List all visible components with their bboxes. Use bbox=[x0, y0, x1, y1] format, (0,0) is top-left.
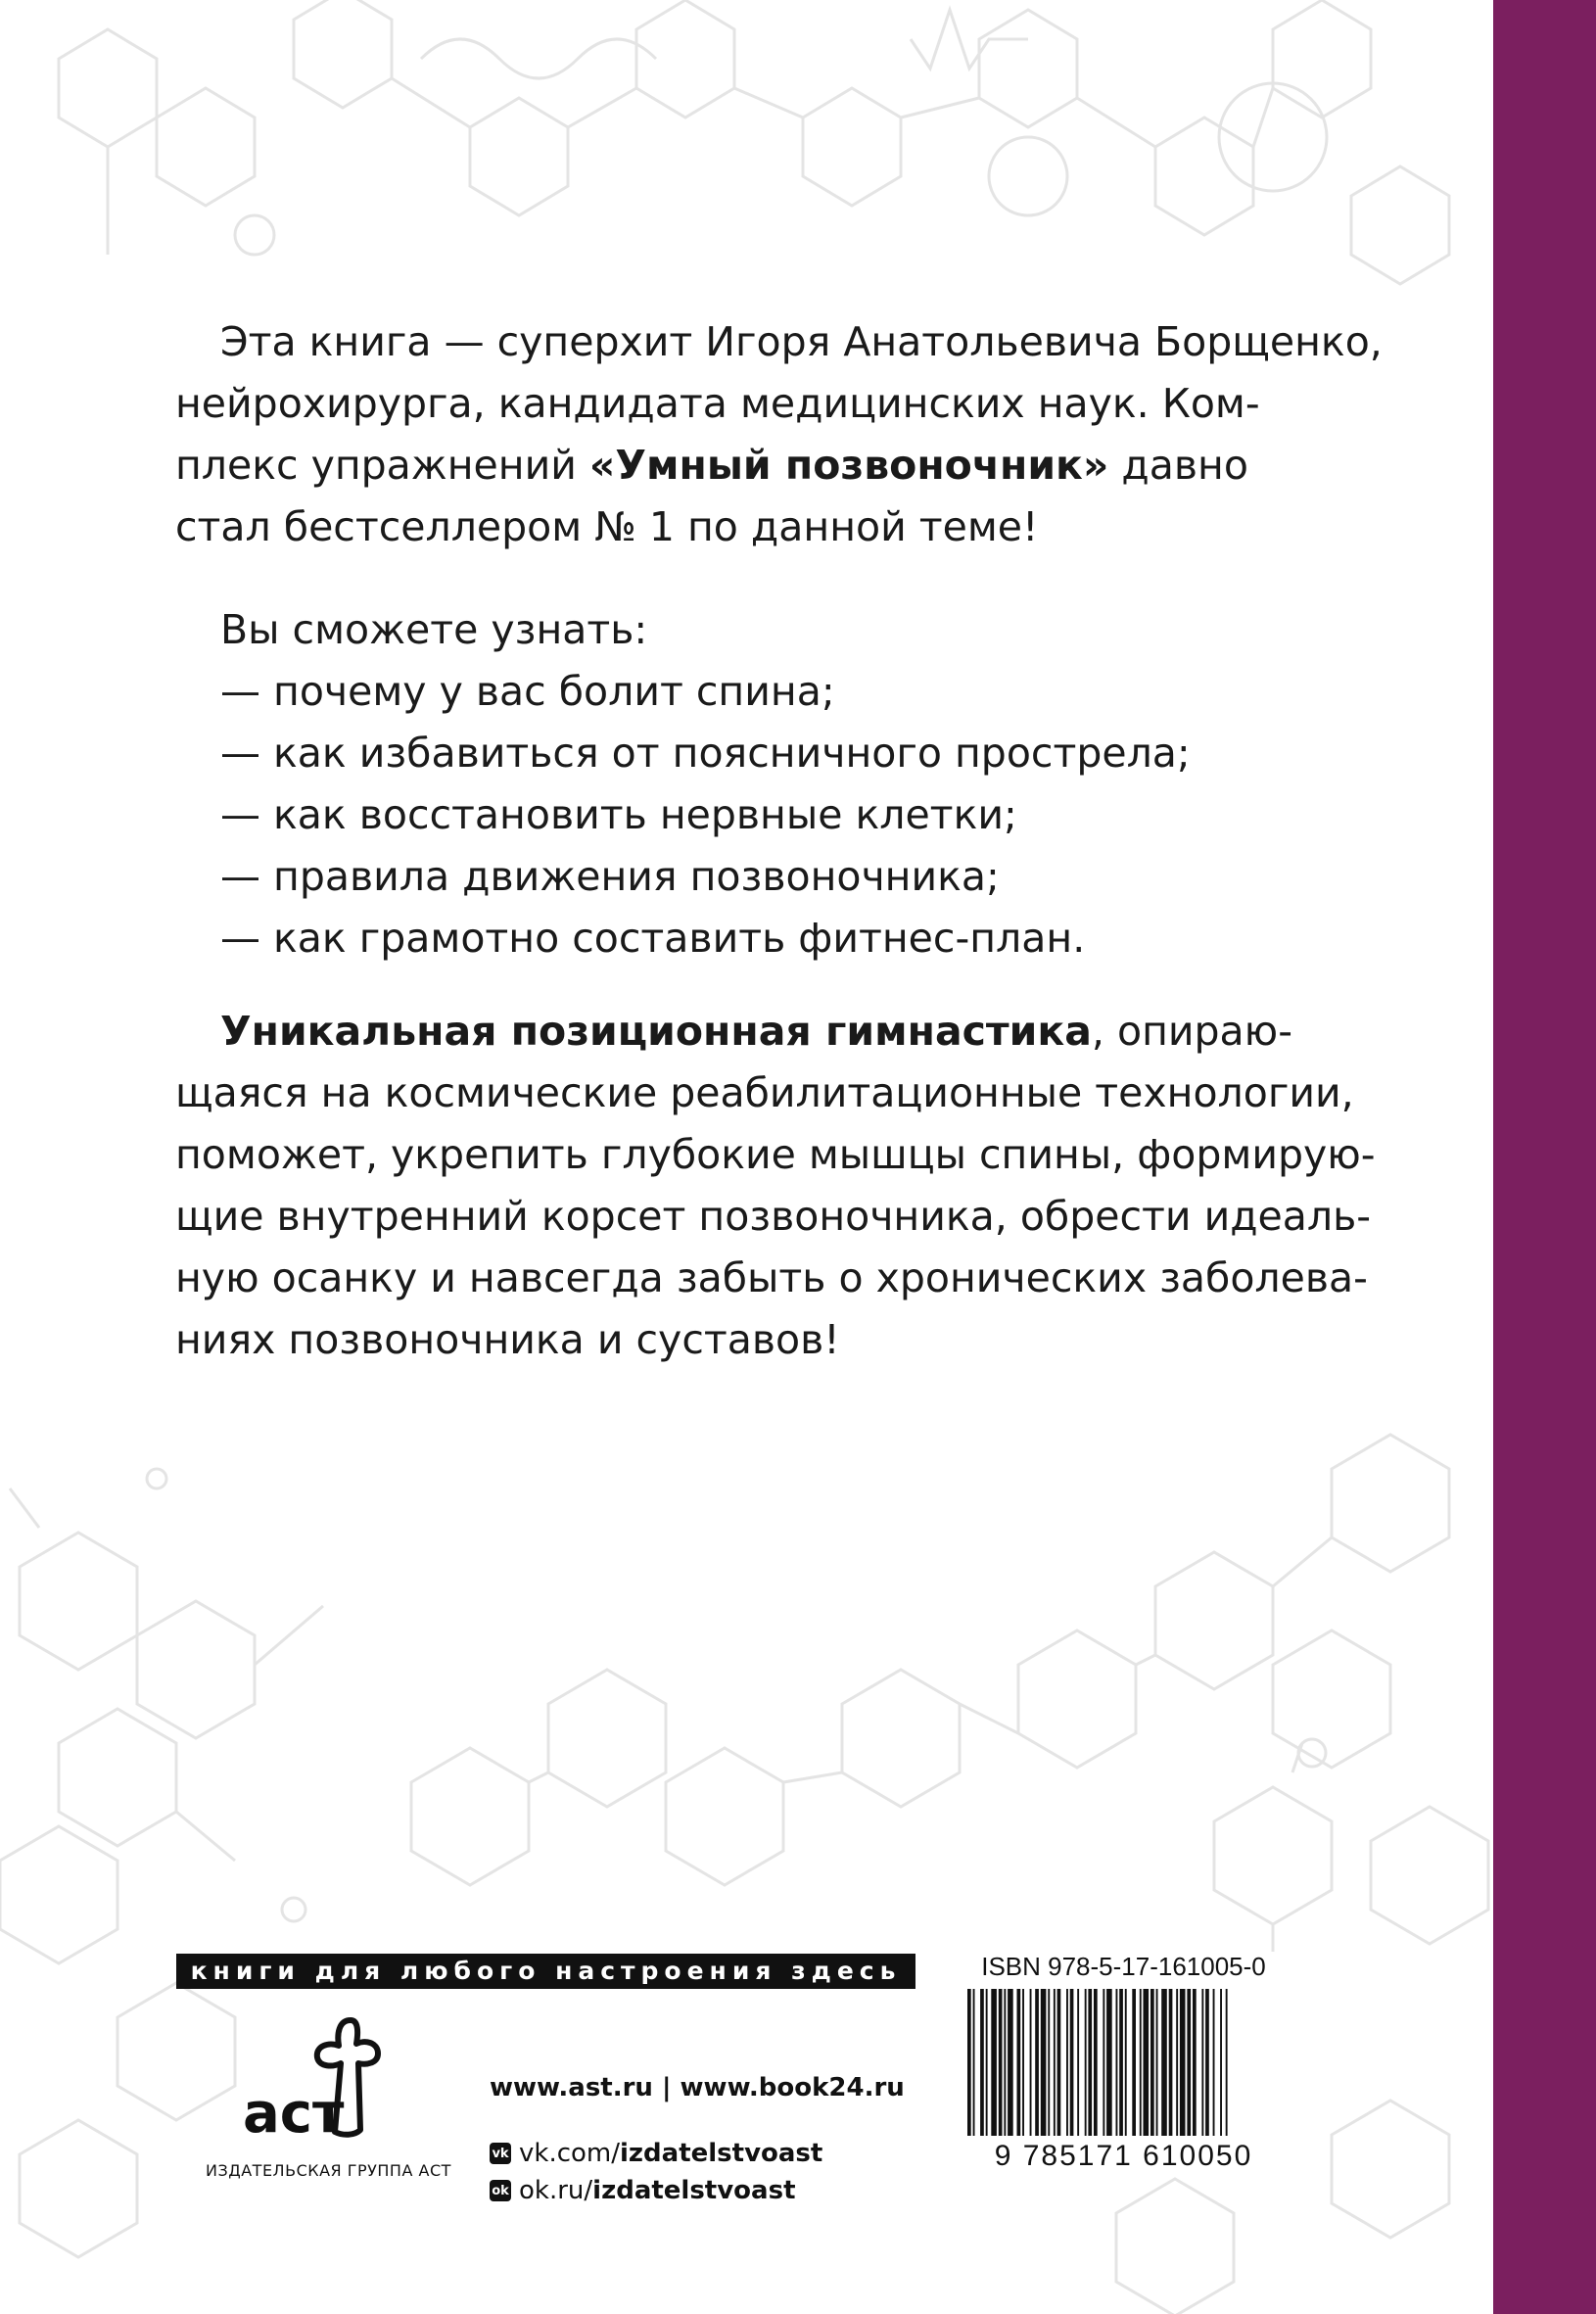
barcode-bar bbox=[1054, 1989, 1056, 2136]
intro-line-3-post: давно bbox=[1108, 442, 1248, 489]
barcode-bar bbox=[1132, 1989, 1136, 2136]
barcode-image bbox=[963, 1989, 1284, 2136]
barcode-bar bbox=[1022, 1989, 1024, 2136]
barcode-bar bbox=[1094, 1989, 1098, 2136]
vk-prefix: vk.com/ bbox=[519, 2139, 620, 2168]
vk-handle: izdatelstvoast bbox=[620, 2139, 823, 2168]
barcode-bar bbox=[1070, 1989, 1074, 2136]
barcode-bar bbox=[1041, 1989, 1047, 2136]
barcode-bar bbox=[1193, 1989, 1197, 2136]
outro-line-3: поможет, укрепить глубокие мышцы спины, формирую- bbox=[175, 1131, 1376, 1178]
barcode-bar bbox=[1169, 1989, 1173, 2136]
barcode-bar bbox=[1017, 1989, 1021, 2136]
outro-line-1-post: , опираю- bbox=[1091, 1008, 1292, 1055]
publisher-name: ИЗДАТЕЛЬСКАЯ ГРУППА АСТ bbox=[206, 2161, 451, 2180]
list-item: — почему у вас болит спина; bbox=[220, 668, 835, 715]
isbn-barcode-block bbox=[960, 1952, 1288, 2177]
barcode-bar bbox=[1004, 1989, 1006, 2136]
logo-text: аст bbox=[243, 2082, 345, 2146]
isbn-label: ISBN 978-5-17-161005-0 bbox=[981, 1952, 1266, 1981]
list-item: — как грамотно составить фитнес-план. bbox=[220, 915, 1086, 962]
list-item: — как избавиться от поясничного прострела; bbox=[220, 730, 1191, 777]
barcode-bar bbox=[1187, 1989, 1191, 2136]
list-item: — как восстановить нервные клетки; bbox=[220, 791, 1017, 838]
outro-line-1 bbox=[220, 1001, 1292, 1063]
vk-link[interactable] bbox=[490, 2135, 905, 2172]
gymnastics-bold: Уникальная позиционная гимнастика bbox=[220, 1008, 1092, 1055]
vk-icon: vk bbox=[490, 2143, 511, 2164]
outro-line-2: щаяся на космические реабилитационные технологии, bbox=[175, 1069, 1354, 1116]
list-heading: Вы сможете узнать: bbox=[220, 606, 648, 653]
list-item: — правила движения позвоночника; bbox=[220, 853, 1000, 900]
barcode-bar bbox=[1077, 1989, 1079, 2136]
ast-logo bbox=[235, 2012, 382, 2154]
outro-line-4: щие внутренний корсет позвоночника, обрести идеаль- bbox=[175, 1193, 1372, 1240]
ok-handle: izdatelstvoast bbox=[592, 2176, 796, 2205]
barcode-bar bbox=[1180, 1989, 1186, 2136]
intro-line-3 bbox=[175, 435, 1248, 496]
barcode-bar bbox=[1150, 1989, 1154, 2136]
barcode-bar bbox=[1066, 1989, 1068, 2136]
barcode-bar bbox=[1106, 1989, 1112, 2136]
barcode-bar bbox=[1144, 1989, 1150, 2136]
barcode-bar bbox=[1226, 1989, 1228, 2136]
barcode-bar bbox=[1220, 1989, 1222, 2136]
barcode-bar bbox=[1140, 1989, 1142, 2136]
barcode-bar bbox=[1035, 1989, 1039, 2136]
intro-line-1: Эта книга — суперхит Игоря Анатольевича Борщенко, bbox=[220, 318, 1383, 365]
barcode-bar bbox=[986, 1989, 988, 2136]
barcode-bar bbox=[1048, 1989, 1050, 2136]
barcode-bar bbox=[1119, 1989, 1123, 2136]
benefits-list bbox=[220, 599, 1191, 969]
barcode-bar bbox=[999, 1989, 1003, 2136]
ok-icon: ok bbox=[490, 2180, 511, 2201]
barcode-bar bbox=[1088, 1989, 1092, 2136]
outro-paragraph bbox=[175, 1001, 1376, 1371]
intro-line-4: стал бестселлером № 1 по данной теме! bbox=[175, 503, 1039, 550]
barcode-bar bbox=[1030, 1989, 1032, 2136]
intro-line-2: нейрохирурга, кандидата медицинских наук. Ком- bbox=[175, 380, 1260, 427]
book-title-bold: «Умный позвоночник» bbox=[588, 442, 1109, 489]
barcode-bar bbox=[1161, 1989, 1167, 2136]
barcode-bar bbox=[1057, 1989, 1061, 2136]
barcode-bar bbox=[1116, 1989, 1118, 2136]
website-links[interactable]: www.ast.ru | www.book24.ru bbox=[490, 2073, 905, 2102]
barcode-bar bbox=[991, 1989, 997, 2136]
barcode-bar bbox=[1176, 1989, 1178, 2136]
intro-line-3-pre: плекс упражнений bbox=[175, 442, 589, 489]
outro-line-5: ную осанку и навсегда забыть о хронических заболева- bbox=[175, 1254, 1368, 1301]
spine-strip bbox=[1493, 0, 1596, 2314]
barcode-bar bbox=[1205, 1989, 1209, 2136]
barcode-bar bbox=[1156, 1989, 1158, 2136]
barcode-bar bbox=[1085, 1989, 1087, 2136]
outro-line-6: ниях позвоночника и суставов! bbox=[175, 1316, 840, 1363]
intro-paragraph bbox=[175, 311, 1383, 558]
publisher-links bbox=[490, 2073, 905, 2209]
ok-prefix: ok.ru/ bbox=[519, 2176, 593, 2205]
barcode-bar bbox=[1201, 1989, 1203, 2136]
barcode-bar bbox=[1213, 1989, 1215, 2136]
barcode-bar bbox=[973, 1989, 975, 2136]
barcode-bar bbox=[967, 1989, 971, 2136]
barcode-bar bbox=[1103, 1989, 1104, 2136]
barcode-bar bbox=[980, 1989, 984, 2136]
barcode-bar bbox=[1008, 1989, 1013, 2136]
barcode-bar bbox=[1125, 1989, 1127, 2136]
tagline-banner: книги для любого настроения здесь bbox=[176, 1954, 915, 1989]
ok-link[interactable] bbox=[490, 2172, 905, 2209]
barcode-digits: 9 785171 610050 bbox=[994, 2140, 1253, 2172]
